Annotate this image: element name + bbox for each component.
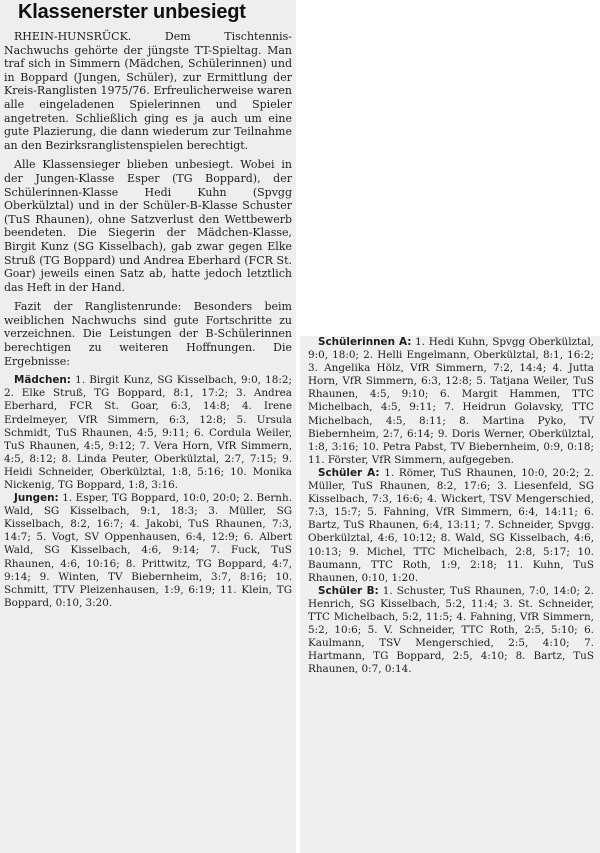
results-label: Jungen: (14, 492, 59, 505)
article-column-right (300, 336, 600, 853)
results-text: 1. Birgit Kunz, SG Kisselbach, 9:0, 18:2; 2. Elke Struß, TG Boppard, 8:1, 17:2; 3. Andrea Eberhard, FCR St. Goar, 6:3, 14:8; 4. Irene Erdelmeyer, VfR Simmern, 6:3, 12:8; 5. Ursula Schmidt, TuS Rhaunen, 4:5, 9:11; 6. Cordula Weiler, TuS Rhaunen, 4:5, 9:12; 7. Vera Horn, VfR Simmern, 4:5, 8:12; 8. Linda Peuter, Oberkülztal, 2:7, 7:15; 9. Heidi Schneider, Oberkülztal, 1:8, 5:16; 10. Monika Nickenig, TG Boppard, 1:8, 3:16. (4, 374, 292, 491)
results-label: Mädchen: (14, 374, 71, 387)
results-label: Schüler B: (318, 584, 379, 597)
results-text: 1. Römer, TuS Rhaunen, 10:0, 20:2; 2. Müller, TuS Rhaunen, 8:2, 17:6; 3. Liesenfeld, SG Kisselbach, 7:3, 16:6; 4. Wickert, TSV Mengerschied, 7:3, 15:7; 5. Fahning, VfR Simmern, 6:4, 14:11; 6. Bartz, TuS Rhaunen, 6:4, 13:11; 7. Schneider, Spvgg. Oberkülztal, 4:6, 10:12; 8. Wald, SG Kisselbach, 4:6, 10:13; 9. Michel, TTC Michelbach, 2:8, 5:17; 10. Baumann, TTC Roth, 1:9, 2:18; 11. Kuhn, TuS Rhaunen, 0:10, 1:20. (308, 466, 594, 584)
paragraph-text: Dem Tischtennis-Nachwuchs gehörte der jüngste TT-Spieltag. Man traf sich in Simmern (Mädchen, Schülerinnen) und in Boppard (Jungen, Schüler), zur Ermittlung der Kreis-Ranglisten 1975/76. Erfreulicherweise waren alle eingeladenen Spielerinnen und Spieler angetreten. Schließlich ging es ja auch um eine gute Plazierung, die dann wiederum zur Teilnahme an den Bezirksranglistenspielen berechtigt. (4, 30, 293, 152)
article-headline: Klassenerster unbesiegt (18, 1, 246, 23)
article-paragraph-1 (4, 30, 292, 152)
results-schueler-b (308, 585, 594, 677)
article-paragraph-2: Alle Klassensieger blieben unbesiegt. Wobei in der Jungen-Klasse Esper (TG Boppard), der Schülerinnen-Klasse Hedi Kuhn (Spvgg Oberkülztal) und in der Schüler-B-Klasse Schuster (TuS Rhaunen), ohne Satzverlust den Wettbewerb beendeten. Die Siegerin der Mädchen-Klasse, Birgit Kunz (SG Kisselbach), gab zwar gegen Elke Struß (TG Boppard) und Andrea Eberhard (FCR St. Goar) jeweils einen Satz ab, hatte jedoch letztlich das Heft in der Hand. (4, 158, 292, 294)
results-schuelerinnen-a (308, 336, 594, 467)
results-label: Schülerinnen A: (318, 336, 412, 348)
dateline: RHEIN-HUNSRÜCK. (14, 30, 132, 43)
results-text: 1. Schuster, TuS Rhaunen, 7:0, 14:0; 2. Henrich, SG Kisselbach, 5:2, 11:4; 3. St. Schneider, TTC Michelbach, 5:2, 11:5; 4. Fahning, VfR Simmern, 5:2, 10:6; 5. V. Schneider, TTC Roth, 2:5, 5:10; 6. Kaulmann, TSV Mengerschied, 2:5, 4:10; 7. Hartmann, TG Boppard, 2:5, 4:10; 8. Bartz, TuS Rhaunen, 0:7, 0:14. (308, 584, 594, 676)
results-label: Schüler A: (318, 466, 380, 479)
results-jungen (4, 492, 292, 610)
article-column-left (0, 0, 296, 853)
results-text: 1. Hedi Kuhn, Spvgg Oberkülztal, 9:0, 18:0; 2. Helli Engelmann, Oberkülztal, 8:1, 16:2; 3. Angelika Hölz, VfR Simmern, 7:2, 14:4; 4. Jutta Horn, VfR Simmern, 6:3, 12:8; 5. Tatjana Weiler, TuS Rhaunen, 4:5, 9:10; 6. Margit Hammen, TTC Michelbach, 4:5, 9:11; 7. Heidrun Golavsky, TTC Michelbach, 4:5, 8:11; 8. Martina Pyko, TV Biebernheim, 2:7, 6:14; 9. Doris Werner, Oberkülztal, 1:8, 3:16; 10. Petra Pabst, TV Biebernheim, 0:9, 0:18; 11. Förster, VfR Simmern, aufgegeben. (308, 336, 594, 466)
results-maedchen (4, 374, 292, 492)
results-text: 1. Esper, TG Boppard, 10:0, 20:0; 2. Bernh. Wald, SG Kisselbach, 9:1, 18:3; 3. Müller, SG Kisselbach, 8:2, 16:7; 4. Jakobi, TuS Rhaunen, 7:3, 14:7; 5. Vogt, SV Oppenhausen, 6:4, 12:9; 6. Albert Wald, SG Kisselbach, 4:6, 9:14; 7. Fuck, TuS Rhaunen, 4:6, 10:16; 8. Prittwitz, TG Boppard, 4:7, 9:14; 9. Winten, TV Biebernheim, 3:7, 8:16; 10. Schmitt, TTV Pleizenhausen, 1:9, 6:19; 11. Klein, TG Boppard, 0:10, 3:20. (4, 492, 292, 609)
article-paragraph-3: Fazit der Ranglistenrunde: Besonders beim weiblichen Nachwuchs sind gute Fortschritte zu verzeichnen. Die Leistungen der B-Schülerinnen berechtigen zu weiteren Hoffnungen. Die Ergebnisse: (4, 300, 292, 368)
results-schueler-a (308, 467, 594, 585)
